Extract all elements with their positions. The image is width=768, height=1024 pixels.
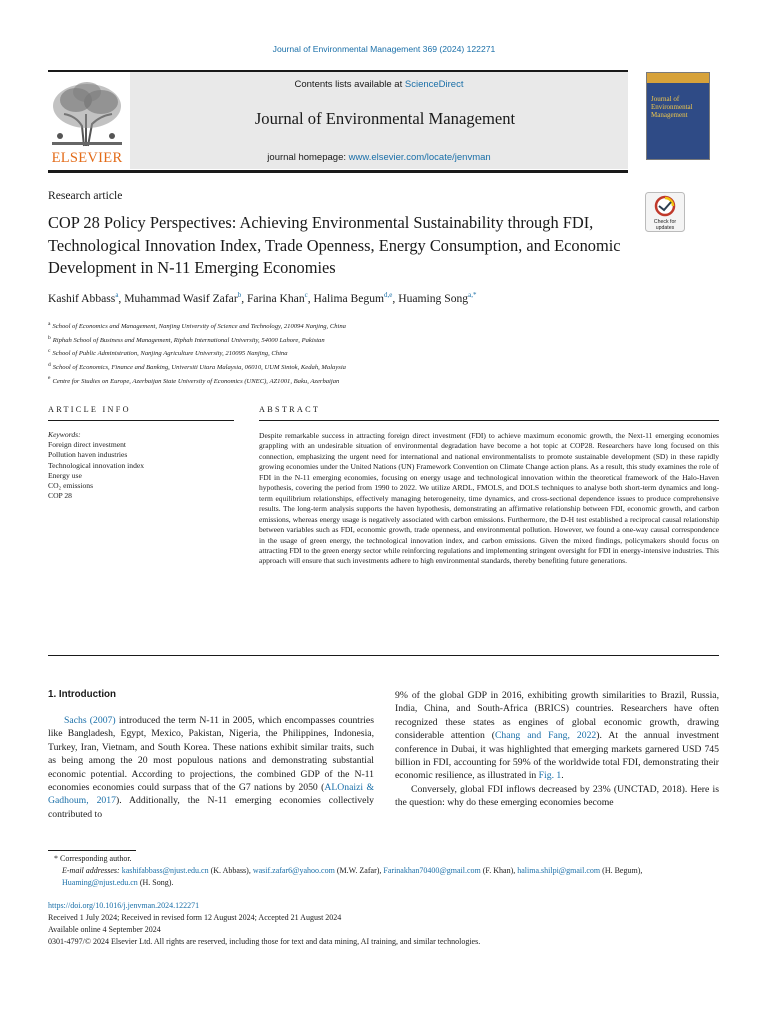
header-bottom-rule: [48, 170, 628, 173]
journal-cover-thumbnail[interactable]: [646, 72, 710, 160]
abstract-bottom-rule: [48, 655, 719, 656]
author-name[interactable]: Kashif Abbass: [48, 291, 116, 305]
check-badge-line1: Check for: [653, 219, 677, 225]
cover-top-bar: [647, 73, 709, 83]
check-badge-line2: updates: [655, 225, 675, 231]
author-name[interactable]: Huaming Song: [398, 291, 469, 305]
citation-sachs[interactable]: Sachs (2007): [64, 715, 116, 726]
affiliation-marker: a: [48, 321, 51, 327]
author-affiliation-marker[interactable]: a: [115, 291, 119, 299]
author-affiliation-marker[interactable]: d,e: [384, 291, 393, 299]
intro-paragraph-1: [48, 714, 374, 821]
article-info-rule: [48, 420, 234, 421]
article-type: Research article: [48, 189, 123, 202]
intro-p2-text-b: ). At the annual investment conference in Dubai, it was highlighted that emerging markets garnered USD 745 billion in FDI, accounting for 59% of the worldwide total FDI, demonstrating their economic resilience, as illustrated in: [395, 730, 720, 782]
body-column-right: [395, 689, 719, 810]
keyword-item: Technological innovation index: [48, 460, 145, 470]
homepage-label: journal homepage:: [267, 152, 349, 163]
affiliation-marker: b: [48, 334, 51, 341]
affiliation-item: [48, 333, 688, 347]
author-separator: ,: [307, 291, 314, 305]
email-link-abbass[interactable]: kashifabbass@njust.edu.cn: [121, 866, 209, 875]
intro-p2-text-c: .: [561, 770, 564, 782]
received-dates: Received 1 July 2024; Received in revised form 12 August 2024; Accepted 21 August 2024: [48, 913, 342, 922]
author-affiliation-marker[interactable]: c: [304, 291, 308, 299]
author-separator: ,: [241, 291, 247, 305]
affiliation-item: [48, 346, 688, 360]
email-name-abbass: (K. Abbass),: [208, 866, 253, 875]
keyword-item: CO₂ emissions: [48, 481, 94, 491]
email-name-khan: (F. Khan),: [480, 866, 518, 875]
affiliation-item: [48, 360, 688, 374]
intro-p2-text-a: 9% of the global GDP in 2016, exhibiting growth similarities to Brazil, Russia, India, China, and South-Africa (BRICS) countries. Researchers have often recognized these states as engines of global economic growth, drawing considerable attention (: [395, 690, 719, 742]
email-link-zafar[interactable]: wasif.zafar6@yahoo.com: [252, 866, 335, 875]
author-name[interactable]: Muhammad Wasif Zafar: [124, 291, 238, 305]
affiliation-text: School of Public Administration, Nanjing Agriculture University, 210095 Nanjing, China: [52, 350, 288, 358]
email-link-song[interactable]: Huaming@njust.edu.cn: [62, 878, 138, 887]
affiliation-text: Centre for Studies on Europe, Azerbaijan State University of Economics (UNEC), AZ1001, Baku, Azerbaijan: [52, 377, 340, 385]
contents-available: [130, 79, 628, 90]
corresponding-author-note: * Corresponding author.: [54, 854, 132, 863]
elsevier-wordmark: ELSEVIER: [51, 150, 123, 166]
citation-chang-fang[interactable]: Chang and Fang, 2022: [494, 730, 597, 742]
introduction-heading: 1. Introduction: [48, 689, 117, 700]
abstract-heading: ABSTRACT: [259, 405, 321, 414]
email-link-khan[interactable]: Farinakhan70400@gmail.com: [383, 866, 481, 875]
body-column-left: [48, 714, 374, 821]
header-top-rule: [48, 70, 628, 72]
footnote-rule: [48, 850, 136, 851]
intro-paragraph-3: Conversely, global FDI inflows decreased by 23% (UNCTAD, 2018). Here is the question: why do these emerging economies become: [395, 783, 719, 809]
affiliation-marker: d: [48, 361, 51, 368]
affiliation-list: [48, 319, 688, 387]
abstract-rule: [259, 420, 719, 421]
affiliation-marker: c: [48, 348, 51, 355]
keywords-label: Keywords:: [48, 430, 81, 439]
journal-name: Journal of Environmental Management: [254, 109, 516, 128]
article-title: COP 28 Policy Perspectives: Achieving Environmental Sustainability through FDI, Technological Innovation Index, Trade Openness, Energy Consumption, and Economic Development in N-11 Emerging Economies: [48, 213, 621, 278]
keyword-item: Energy use: [48, 470, 82, 480]
keywords-list: [48, 440, 234, 501]
doi-link[interactable]: https://doi.org/10.1016/j.jenvman.2024.122271: [48, 901, 200, 910]
affiliation-text: School of Economics and Management, Nanjing University of Science and Technology, 210094 Nanjing, China: [52, 323, 346, 331]
intro-p1-text-b: ). Additionally, the N-11 emerging economies collectively contributed to: [48, 795, 374, 820]
author-name[interactable]: Halima Begum: [313, 291, 385, 305]
journal-reference[interactable]: Journal of Environmental Management 369 (2024) 122271: [272, 44, 496, 54]
figure-1-link[interactable]: Fig. 1: [538, 770, 562, 782]
citation-alonaizi[interactable]: ALOnaizi & Gadhoum, 2017: [48, 782, 374, 807]
available-online-date: Available online 4 September 2024: [48, 925, 161, 934]
abstract-text: Despite remarkable success in attracting foreign direct investment (FDI) to achieve maximum economic growth, the Next-11 emerging economies grappling with an undesirable situation of environmental degradation have become a hot topic at COP28. Researchers have long focused on this connection, emphasizing the urgent need for international and national environmentalists to promote sustainable development (SD) in these rapidly growing economies under the United Nations (UN) Framework Convention on Climate Change action plans. As a result, this study examines the role of FDI in the N-11 emerging economies, focusing on energy usage and technological innovation within the theoretical framework of the Halo-Haven hypothesis, covering the period from 1990 to 2022. We utilize ARDL, FMOLS, and DOLS techniques to analyse both short-term dynamics and long-term equilibrium relationships, effectively managing heterogeneity, time dynamics, and cross-sectional dependence issues to produce comprehensive results. The long-term analysis supports the haven hypothesis, demonstrating an affirmative relationship between FDI, economic growth, and carbon emissions, whereas energy usage is negatively associated with carbon emissions. Furthermore, the D-H test established a reciprocal causal relationship between variables such as FDI, economic growth, trade openness, and environmental pollution. However, we found a one-way causal correspondence in the usage of green energy, the technological innovation index, and carbon emissions. Given the mixed findings, policymakers should focus on attracting FDI to the green energy sector while reinforcing regulations and implementing stringent oversight for FDI in energy-intensive industries. This approach will ensure that such investments adhere to high environmental standards, thereby benefiting future generations.: [259, 431, 719, 566]
author-affiliation-marker[interactable]: b: [237, 291, 242, 299]
author-separator: ,: [118, 291, 125, 305]
affiliation-item: [48, 373, 688, 387]
keyword-item: Pollution haven industries: [48, 450, 128, 460]
sciencedirect-link[interactable]: ScienceDirect: [404, 79, 464, 90]
footnote-block: [48, 853, 719, 889]
affiliation-text: Riphah School of Business and Management, Riphah International University, 54000 Lahore, Pakistan: [52, 336, 325, 344]
cover-text-3: Management: [651, 111, 688, 119]
copyright-notice: 0301-4797/© 2024 Elsevier Ltd. All rights are reserved, including those for text and data mining, AI training, and similar technologies.: [48, 937, 481, 946]
email-label: E-mail addresses:: [62, 866, 122, 875]
cover-text-2: Environmental: [651, 103, 693, 111]
keyword-item: Foreign direct investment: [48, 440, 127, 450]
email-addresses: [48, 865, 719, 889]
article-info-heading: ARTICLE INFO: [48, 405, 131, 414]
check-for-updates-icon[interactable]: [645, 192, 685, 232]
author-separator: ,: [392, 291, 399, 305]
cover-title: [651, 95, 693, 119]
email-name-song: (H. Song).: [137, 878, 174, 887]
intro-p1-text-a: introduced the term N-11 in 2005, which encompasses countries like Bangladesh, Egypt, Mexico, Pakistan, Nigeria, the Philippines, Indonesia, Turkey, Iran, Vietnam, and South Korea. These nations exhibit similar traits, such as being among the 20 most populous nations and demonstrating substantial economic potential. According to projections, the combined GDP of the N-11 economies economies could surpass that of the G7 nations by 2050 (: [48, 715, 374, 794]
journal-homepage: [130, 152, 628, 163]
homepage-link[interactable]: www.elsevier.com/locate/jenvman: [348, 152, 491, 163]
affiliation-marker: e: [48, 375, 51, 382]
intro-paragraph-2: [395, 689, 719, 783]
affiliation-text: School of Economics, Finance and Banking, Universiti Utara Malaysia, 06010, UUM Sintok, Kedah, Malaysia: [52, 363, 346, 371]
email-name-begum: (H. Begum),: [600, 866, 643, 875]
email-name-zafar: (M.W. Zafar),: [334, 866, 384, 875]
affiliation-item: [48, 319, 688, 333]
author-name[interactable]: Farina Khan: [246, 291, 305, 305]
email-link-begum[interactable]: halima.shilpi@gmail.com: [517, 866, 601, 875]
keywords-block: [48, 430, 234, 501]
author-list: [48, 291, 688, 305]
keyword-item: COP 28: [48, 491, 72, 501]
author-affiliation-marker[interactable]: a,*: [468, 291, 477, 299]
cover-text-1: Journal of: [651, 95, 680, 103]
contents-prefix: Contents lists available at: [294, 79, 405, 90]
